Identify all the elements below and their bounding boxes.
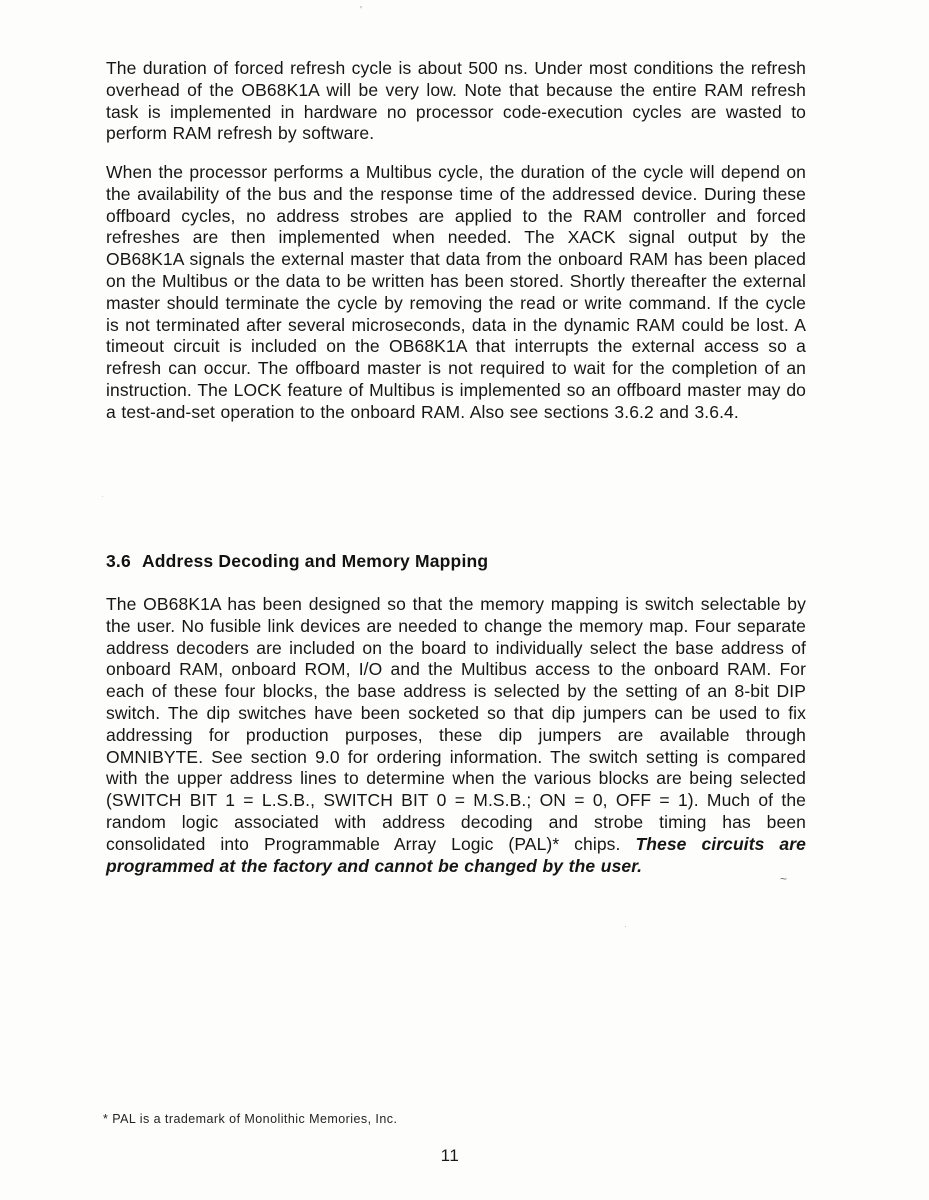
- factory-programmed-emphasis: These circuits are programmed at the factory and cannot be changed by the user.: [106, 833, 807, 876]
- paragraph-multibus-cycle: When the processor performs a Multibus cycle, the duration of the cycle will depend on the availability of the bus and the response time of the addressed device. During these offboard cycles, no address strobes are applied to the RAM controller and forced refreshes are then implemented when needed. The XACK signal output by the OB68K1A signals the external master that data from the onboard RAM has been placed on the Multibus or the data to be written has been stored. Shortly thereafter the external master should terminate the cycle by removing the read or write command. If the cycle is not terminated after several microseconds, data in the dynamic RAM could be lost. A timeout circuit is included on the OB68K1A that interrupts the external access so a refresh can occur. The offboard master is not required to wait for the completion of an instruction. The LOCK feature of Multibus is implemented so an offboard master may do a test-and-set operation to the onboard RAM. Also see sections 3.6.2 and 3.6.4.: [106, 162, 806, 422]
- section-heading: [106, 550, 488, 572]
- scan-speck-mid: ·: [624, 922, 627, 931]
- page-number: 11: [440, 1146, 460, 1165]
- scan-tilde-mark: ~: [780, 872, 788, 886]
- paragraph-forced-refresh: The duration of forced refresh cycle is about 500 ns. Under most conditions the refresh overhead of the OB68K1A will be very low. Note that because the entire RAM refresh task is implemented in hardware no processor code-execution cycles are wasted to perform RAM refresh by software.: [106, 58, 806, 144]
- scan-speck-top: ': [360, 5, 362, 16]
- paragraph-address-decoding: [106, 594, 806, 877]
- paragraph-address-decoding-text: The OB68K1A has been designed so that the memory mapping is switch selectable by the user. No fusible link devices are needed to change the memory map. Four separate address decoders are included on the board to individually select the base address of onboard RAM, onboard ROM, I/O and the Multibus access to the onboard RAM. For each of these four blocks, the base address is selected by the setting of an 8-bit DIP switch. The dip switches have been socketed so that dip jumpers can be used to fix addressing for production purposes, these dip jumpers are available through OMNIBYTE. See section 9.0 for ordering information. The switch setting is compared with the upper address lines to determine when the various blocks are being selected (SWITCH BIT 1 = L.S.B., SWITCH BIT 0 = M.S.B.; ON = 0, OFF = 1). Much of the random logic associated with address decoding and strobe timing has been consolidated into Programmable Array Logic (PAL)* chips.: [106, 594, 806, 854]
- pal-trademark-footnote: * PAL is a trademark of Monolithic Memories, Inc.: [103, 1112, 398, 1126]
- scan-speck-left-margin: ·: [101, 492, 104, 501]
- section-title: Address Decoding and Memory Mapping: [141, 551, 489, 571]
- section-number: 3.6: [106, 551, 131, 571]
